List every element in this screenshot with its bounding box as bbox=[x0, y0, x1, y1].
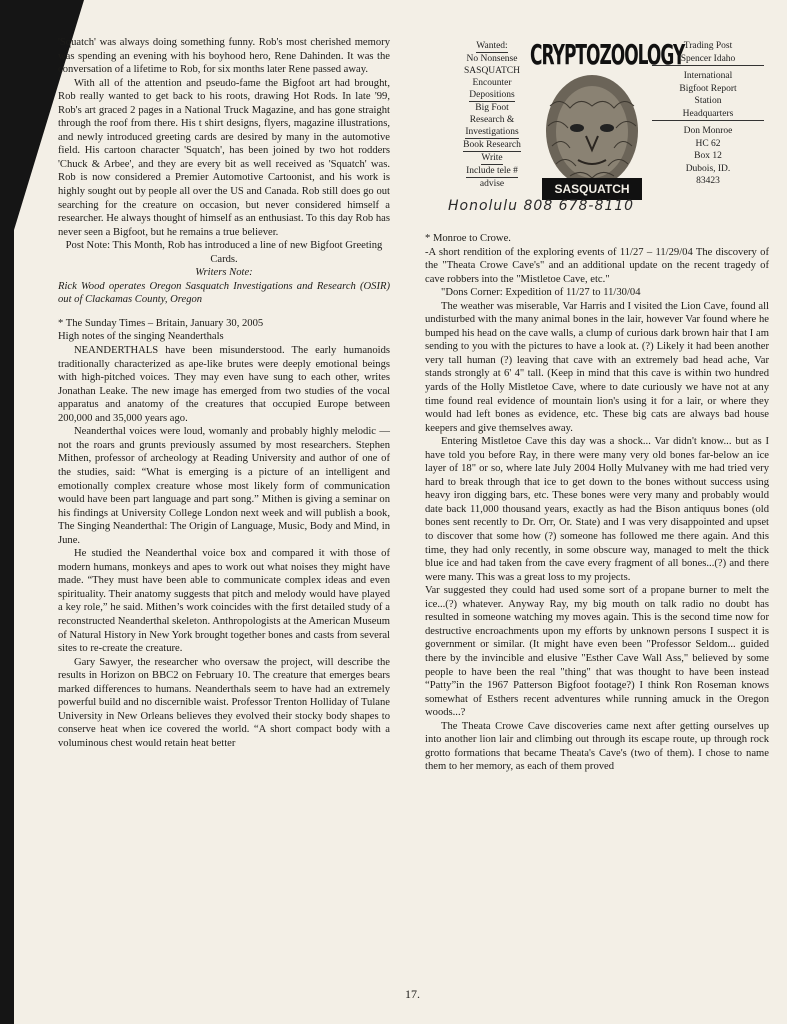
cryptozoology-advertisement bbox=[450, 32, 770, 230]
propane-burner-paragraph: Var suggested they could had used some sort of a propane burner to melt the ice...(?) whatever. Anyway Ray, my big mouth on talk radio no doubt has resulted in someone watching my moves again. This is the second time now for destructive encroachments upon my efforts by unknown persons I suspect it is government or similar. (It might have even been "Professor Seldom... guided there by the invincible and elusive "Esther Cave Wall Ass," believed by some people to have been the real "thing" that was thought to have been instead “Patty”in the 1967 Patterson Bigfoot footage?) I think Ron Roseman knows somewhat of Esthers recent adventures while running amuck in the Oregon woods...? bbox=[425, 585, 769, 719]
ad-line: Book Research bbox=[463, 140, 521, 150]
ad-line: Headquarters bbox=[652, 108, 764, 122]
neanderthal-paragraph-1: NEANDERTHALS have been misunderstood. The early humanoids traditionally characterized as ape-like brutes were deeply emotional beings with high-pitched voices. They may even have sung to each other, writes Jonathan Leake. The new image has emerged from two studies of the vocal apparatus and anatomy of the creatures that occupied Europe between 200,000 and 35,000 years ago. bbox=[58, 345, 390, 424]
neanderthal-paragraph-3: He studied the Neanderthal voice box and compared it with those of modern humans, monkeys and apes to work out what noises they might have made. “They must have been able to communicate complex ideas and even spirituality. Their anatomy suggests that pitch and melody would have played a key role,” he said. Mithen’s work coincides with the first detailed study of a reconstructed Neanderthal skeleton. Anthropologists at the American Museum of Natural History in New York brought together bones and casts from several sites to re-create the creature. bbox=[58, 548, 390, 655]
ad-line: International bbox=[683, 71, 733, 81]
dons-corner-heading: "Dons Corner: Expedition of 11/27 to 11/30/04 bbox=[441, 287, 641, 299]
ad-line: advise bbox=[479, 179, 505, 189]
right-column bbox=[425, 232, 769, 774]
ad-wanted-line: Wanted: bbox=[476, 41, 508, 51]
ad-line: 83423 bbox=[696, 176, 720, 186]
ad-line: Depositions bbox=[469, 90, 515, 100]
lion-cave-paragraph: The weather was miserable, Var Harris and I visited the Lion Cave, found all undisturbed with the many animal bones in the lair, however Var found where he bumped his head on the cave walls, a clump of curious dark brown hair that I am sending to you with the pictures to have a look at. (?) Likely it had been another very tall human (?) leaving that cave with an extremely bad head ache, Var stands strongly at 6' 4" tall. (Keep in mind that this cave is within two hundred yards of the Holly Mistletoe Cave, where to date curiously we have not at any time found real evidence of mountain lion's using it for a lair, or where they would had left bones as evidence, etc. These big cats are always bad house keepers and give themselves away. bbox=[425, 300, 769, 434]
ad-line: Bigfoot Report bbox=[679, 83, 737, 94]
ad-line: Trading Post bbox=[683, 41, 733, 51]
ad-line: SASQUATCH bbox=[464, 66, 520, 76]
neanderthal-paragraph-2: Neanderthal voices were loud, womanly and probably highly melodic — not the roars and grunts previously assumed by most researchers. Stephen Mithen, professor of archeology at Reading University and author of one of the studies, said: “What is emerging is a picture of an intelligent and emotionally complex creature whose most likely form of communication would have been part language and part song.” Mithen is giving a seminar on his findings at University College London next week and will publish a book, The Singing Neanderthal: The Origin of Language, Music, Body and Mind, in June. bbox=[58, 426, 390, 546]
ad-line: Include tele # bbox=[466, 166, 518, 176]
ad-right-text bbox=[652, 40, 764, 188]
ad-line: Box 12 bbox=[694, 151, 722, 161]
ad-line: Encounter bbox=[472, 78, 512, 88]
theata-crowe-paragraph: The Theata Crowe Cave discoveries came next after getting ourselves up into another lion lair and climbing out through its escape route, up through rock grotto formations that became Theata's Cave's (two of them). I chose to name them to her memory, as each of them proved bbox=[425, 720, 769, 773]
rob-career-paragraph: With all of the attention and pseudo-fame the Bigfoot art had brought, Rob really wanted to get back to his roots, drawing Hot Rods. In late '99, Rob's art graced 2 pages in a National Truck Magazine, and has gone straight through the roof from there. His t shirt designs, flyers, magazine illustrations, and newly introduced greeting cards are desired by many in the automotive field. His cartoon character 'Squatch', has been joined by two hot rodders 'Chuck & Arbee', and they are every bit as well received as 'Squatch' was. Rob is now considered a Premier Automotive Cartoonist, and his work is highly sought out by people all over the US and Canada. Rob still does go out searching for the creature on occasion, but never considered himself a researcher. He always thought of himself as an enthusiast. To this day Rob has never seen a Bigfoot, but he remains a true believer. bbox=[58, 77, 390, 238]
writers-note-text: Rick Wood operates Oregon Sasquatch Investigations and Research (OSIR) out of Clackamas County, Oregon bbox=[58, 280, 390, 306]
left-column bbox=[58, 36, 390, 750]
cryptozoology-title: CRYPTOZOOLOGY bbox=[530, 40, 685, 72]
ad-line: Research & bbox=[469, 115, 515, 125]
ad-left-text bbox=[450, 40, 534, 190]
sunday-times-source: * The Sunday Times – Britain, January 30, 2005 bbox=[58, 317, 264, 329]
neanderthal-headline: High notes of the singing Neanderthals bbox=[58, 331, 224, 343]
mistletoe-cave-paragraph: Entering Mistletoe Cave this day was a shock... Var didn't know... but as I have told you before Ray, in there were many very old bones far-below an ice layer of 18" or so, where late July 2004 Holly Mulvaney with me had tried very hard to break through that ice to get down to the bones without success using heavy iron digging bars, etc. These bones were very many and probably would date back 11,000 thousand years, exactly as had the Bison antiquus bones (old bones sent recently to Dr. Orr, Or. State) and I was very disappointed and upset to discover that some how (?) someone has followed me there again. And this time, they had only recently, in some obscure way, managed to melt the thick blue ice and had taken from the cave every fragment of all bones...(?) and there were many. This was a great loss to my projects. bbox=[425, 436, 769, 583]
exploring-summary: -A short rendition of the exploring events of 11/27 – 11/29/04 The discovery of the "Theata Crowe Cave's" and an additional update on the recent tragedy of cave robbers into the "Mistletoe Cave, etc." bbox=[425, 246, 769, 285]
writers-note-heading: Writers Note: bbox=[195, 267, 253, 279]
rob-memory-paragraph: 'Squatch' was always doing something funny. Rob's most cherished memory was spending an evening with his boyhood hero, Rene Dahinden. It was the conversation of a lifetime to Rob, for six months later Rene passed away. bbox=[58, 37, 390, 76]
ad-line: Big Foot bbox=[475, 103, 509, 113]
ad-line: Don Monroe bbox=[683, 126, 733, 136]
monroe-to-crowe-heading: * Monroe to Crowe. bbox=[425, 233, 511, 244]
page-number: 17. bbox=[405, 987, 420, 1001]
ad-line: Dubois, ID. bbox=[685, 163, 731, 174]
post-note: Post Note: This Month, Rob has introduced a line of new Bigfoot Greeting Cards. bbox=[65, 240, 383, 265]
handwritten-phone-note: Honolulu 808 678-8110 bbox=[448, 198, 635, 214]
ad-line: No Nonsense bbox=[466, 54, 518, 64]
ad-line: Write bbox=[481, 153, 503, 163]
sasquatch-banner: SASQUATCH bbox=[542, 178, 642, 200]
ad-line: Station bbox=[694, 96, 722, 106]
neanderthal-paragraph-4: Gary Sawyer, the researcher who oversaw the project, will describe the results in Horizon on BBC2 on February 10. The creature that emerges bears marked differences to humans. Neanderthals seem to have had an extremely powerful build and no discernible waist. Professor Trenton Holliday of Tulane University in New Orleans believes they evolved their stocky body shapes to conserve heat when ice covered the world. “A short compact body with a voluminous chest would retain heat better bbox=[58, 656, 390, 749]
ad-line: HC 62 bbox=[695, 138, 721, 149]
ad-line: Investigations bbox=[465, 127, 519, 137]
ad-line: Spencer Idaho bbox=[652, 53, 764, 67]
